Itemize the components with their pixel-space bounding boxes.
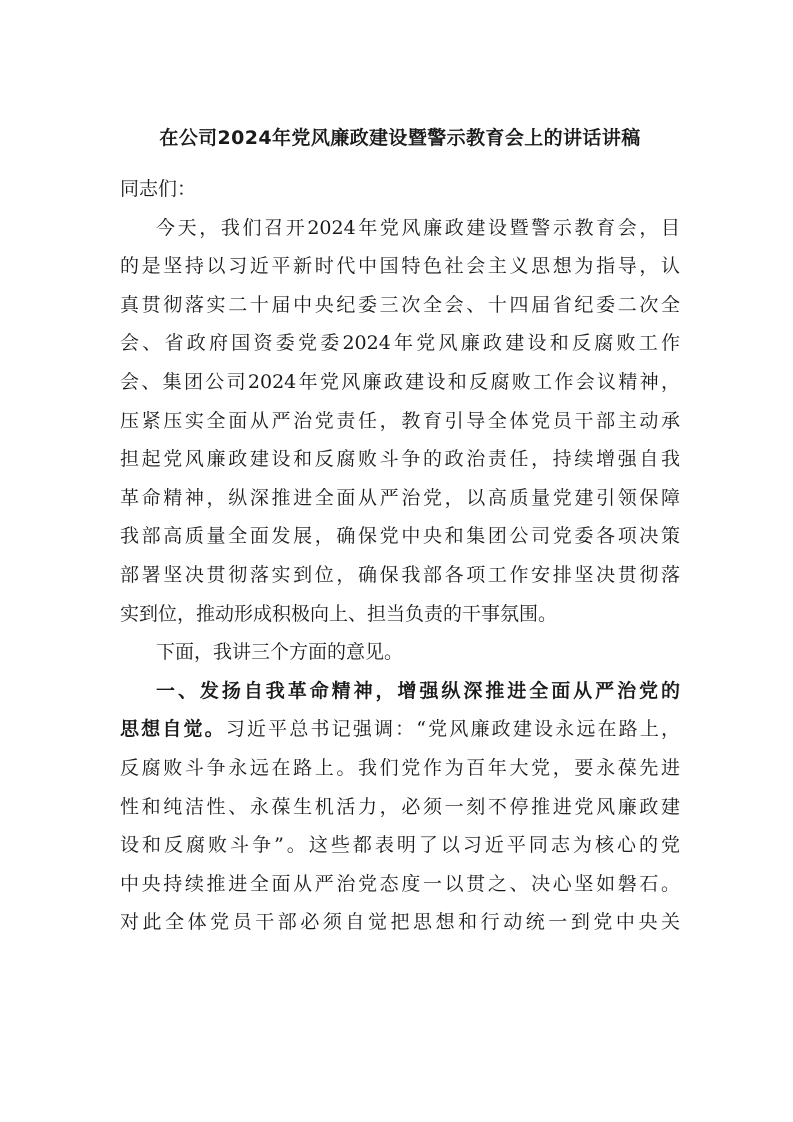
- paragraph-1-line: 实到位，推动形成积极向上、担当负责的干事氛围。: [120, 602, 558, 625]
- paragraph-1-line: 压紧压实全面从严治党责任，教育引导全体党员干部主动承: [120, 409, 680, 432]
- paragraph-1-line: 会、省政府国资委党委2024年党风廉政建设和反腐败工作: [120, 332, 680, 355]
- document-title: 在公司2024年党风廉政建设暨警示教育会上的讲话讲稿: [159, 127, 641, 149]
- section-1-heading: 一、发扬自我革命精神，增强纵深推进全面从严治党的: [156, 679, 680, 702]
- paragraph-1-line: 革命精神，纵深推进全面从严治党，以高质量党建引领保障: [120, 486, 680, 509]
- paragraph-2: 下面，我讲三个方面的意见。: [156, 641, 404, 664]
- salutation: 同志们：: [120, 178, 197, 200]
- document-body: [120, 170, 680, 942]
- paragraph-1-line: 会、集团公司2024年党风廉政建设和反腐败工作会议精神，: [120, 370, 680, 393]
- paragraph-1-line: 部署坚决贯彻落实到位，确保我部各项工作安排坚决贯彻落: [120, 563, 680, 586]
- section-1-heading-end: 思想自觉。: [120, 718, 226, 741]
- section-1-line: 设和反腐败斗争”。这些都表明了以习近平同志为核心的党: [120, 834, 680, 857]
- section-1-line: 对此全体党员干部必须自觉把思想和行动统一到党中央关: [120, 911, 680, 934]
- paragraph-1-line: 的是坚持以习近平新时代中国特色社会主义思想为指导，认: [120, 255, 680, 278]
- paragraph-1-line: 我部高质量全面发展，确保党中央和集团公司党委各项决策: [120, 525, 680, 548]
- section-1-line: [120, 710, 680, 749]
- section-1-line: 中央持续推进全面从严治党态度一以贯之、决心坚如磐石。: [120, 872, 680, 895]
- section-1-text: 习近平总书记强调：“党风廉政建设永远在路上，: [225, 718, 680, 741]
- paragraph-1-line: 担起党风廉政建设和反腐败斗争的政治责任，持续增强自我: [120, 448, 680, 471]
- section-1-line: 反腐败斗争永远在路上。我们党作为百年大党，要永葆先进: [120, 756, 680, 779]
- paragraph-1-line: 真贯彻落实二十届中央纪委三次全会、十四届省纪委二次全: [120, 293, 680, 316]
- paragraph-1-line: 今天，我们召开2024年党风廉政建设暨警示教育会，目: [156, 216, 680, 239]
- section-1-line: 性和纯洁性、永葆生机活力，必须一刻不停推进党风廉政建: [120, 795, 680, 818]
